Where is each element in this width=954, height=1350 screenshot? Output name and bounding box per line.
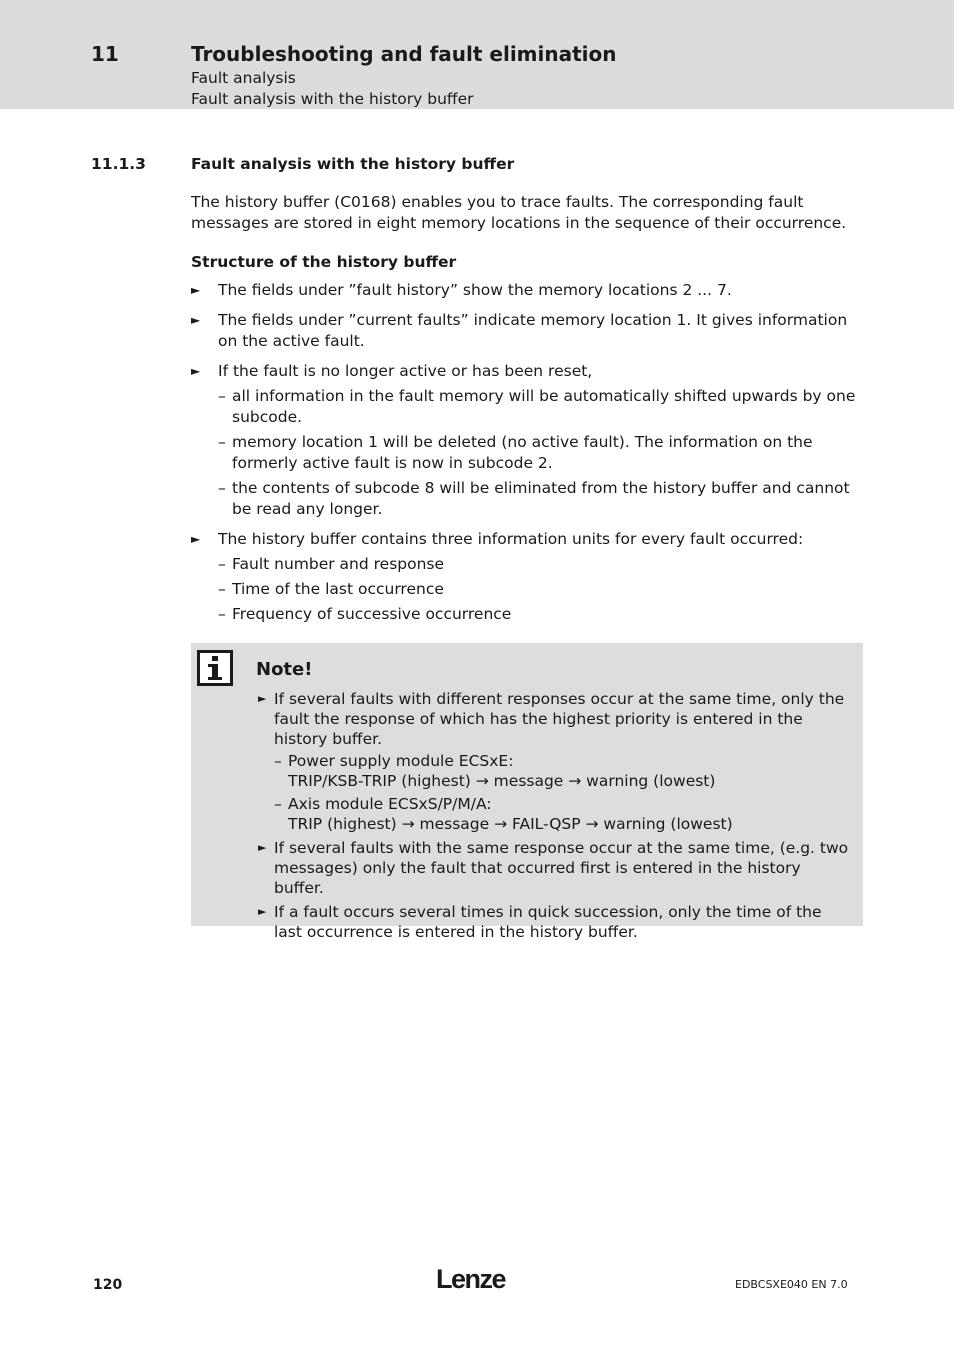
sub-list-item: – the contents of subcode 8 will be eliminated from the history buffer and cannot be read any longer.: [218, 478, 871, 520]
sub-heading: Structure of the history buffer: [191, 253, 457, 271]
sub-list-item: – memory location 1 will be deleted (no active fault). The information on the formerly active fault is now in subcode 2.: [218, 432, 871, 474]
note-title: Note!: [256, 659, 313, 680]
note-list: [258, 689, 853, 942]
note-sub-item-line: – Axis module ECSxS/P/M/A:: [288, 795, 492, 813]
note-item: [258, 689, 853, 834]
list-item: [191, 310, 871, 352]
note-sub-item: [274, 794, 853, 834]
lenze-logo: Lenze: [436, 1264, 506, 1294]
chapter-title: Troubleshooting and fault elimination: [191, 42, 617, 66]
sub-list-item: – Frequency of successive occurrence: [218, 604, 871, 625]
note-sub-item-line: TRIP/KSB-TRIP (highest) → message → warning (lowest): [288, 772, 716, 790]
note-sub-item-line: – Power supply module ECSxE:: [288, 752, 514, 770]
list-item: [191, 361, 871, 520]
list-item-text: If the fault is no longer active or has been reset,: [218, 362, 593, 380]
note-item-text: If several faults with different responses occur at the same time, only the fault the response of which has the highest priority is entered in the history buffer.: [274, 690, 845, 748]
list-item: [191, 280, 871, 301]
sub-list: [218, 554, 871, 625]
note-item: [258, 838, 853, 898]
chapter-number: 11: [91, 42, 119, 66]
list-item-text: The fields under ”fault history” show the memory locations 2 ... 7.: [218, 281, 732, 299]
note-sub-list: [274, 751, 853, 834]
note-box: [191, 643, 863, 941]
page-number: 120: [93, 1277, 123, 1293]
note-body: [258, 689, 853, 946]
note-item: [258, 902, 853, 942]
sub-list-item: – Fault number and response: [218, 554, 871, 575]
section-number: 11.1.3: [91, 155, 146, 173]
list-item-text: The history buffer contains three information units for every fault occurred:: [218, 530, 804, 548]
intro-paragraph: The history buffer (C0168) enables you to trace faults. The corresponding fault messages are stored in eight memory locations in the sequence of their occurrence.: [191, 193, 847, 232]
sub-list: [218, 386, 871, 520]
note-sub-item: [274, 751, 853, 791]
sub-list-item: – all information in the fault memory will be automatically shifted upwards by one subcode.: [218, 386, 871, 428]
list-item: [191, 529, 871, 625]
note-sub-item-line: TRIP (highest) → message → FAIL-QSP → warning (lowest): [288, 815, 733, 833]
bullet-list: [191, 280, 871, 625]
section-content: [191, 192, 871, 634]
note-item-text: If a fault occurs several times in quick succession, only the time of the last occurrence is entered in the history buffer.: [274, 903, 822, 941]
list-item-text: The fields under ”current faults” indicate memory location 1. It gives information on the active fault.: [218, 311, 848, 350]
page-header: [0, 0, 954, 109]
section-title: Fault analysis with the history buffer: [191, 155, 515, 173]
note-item-text: If several faults with the same response occur at the same time, (e.g. two messages) only the fault that occurred first is entered in the history buffer.: [274, 839, 849, 897]
info-icon: [197, 650, 233, 686]
sub-list-item: – Time of the last occurrence: [218, 579, 871, 600]
breadcrumb-level-1: Fault analysis: [191, 69, 296, 87]
breadcrumb-level-2: Fault analysis with the history buffer: [191, 90, 474, 108]
document-id: EDBCSXE040 EN 7.0: [735, 1278, 848, 1291]
